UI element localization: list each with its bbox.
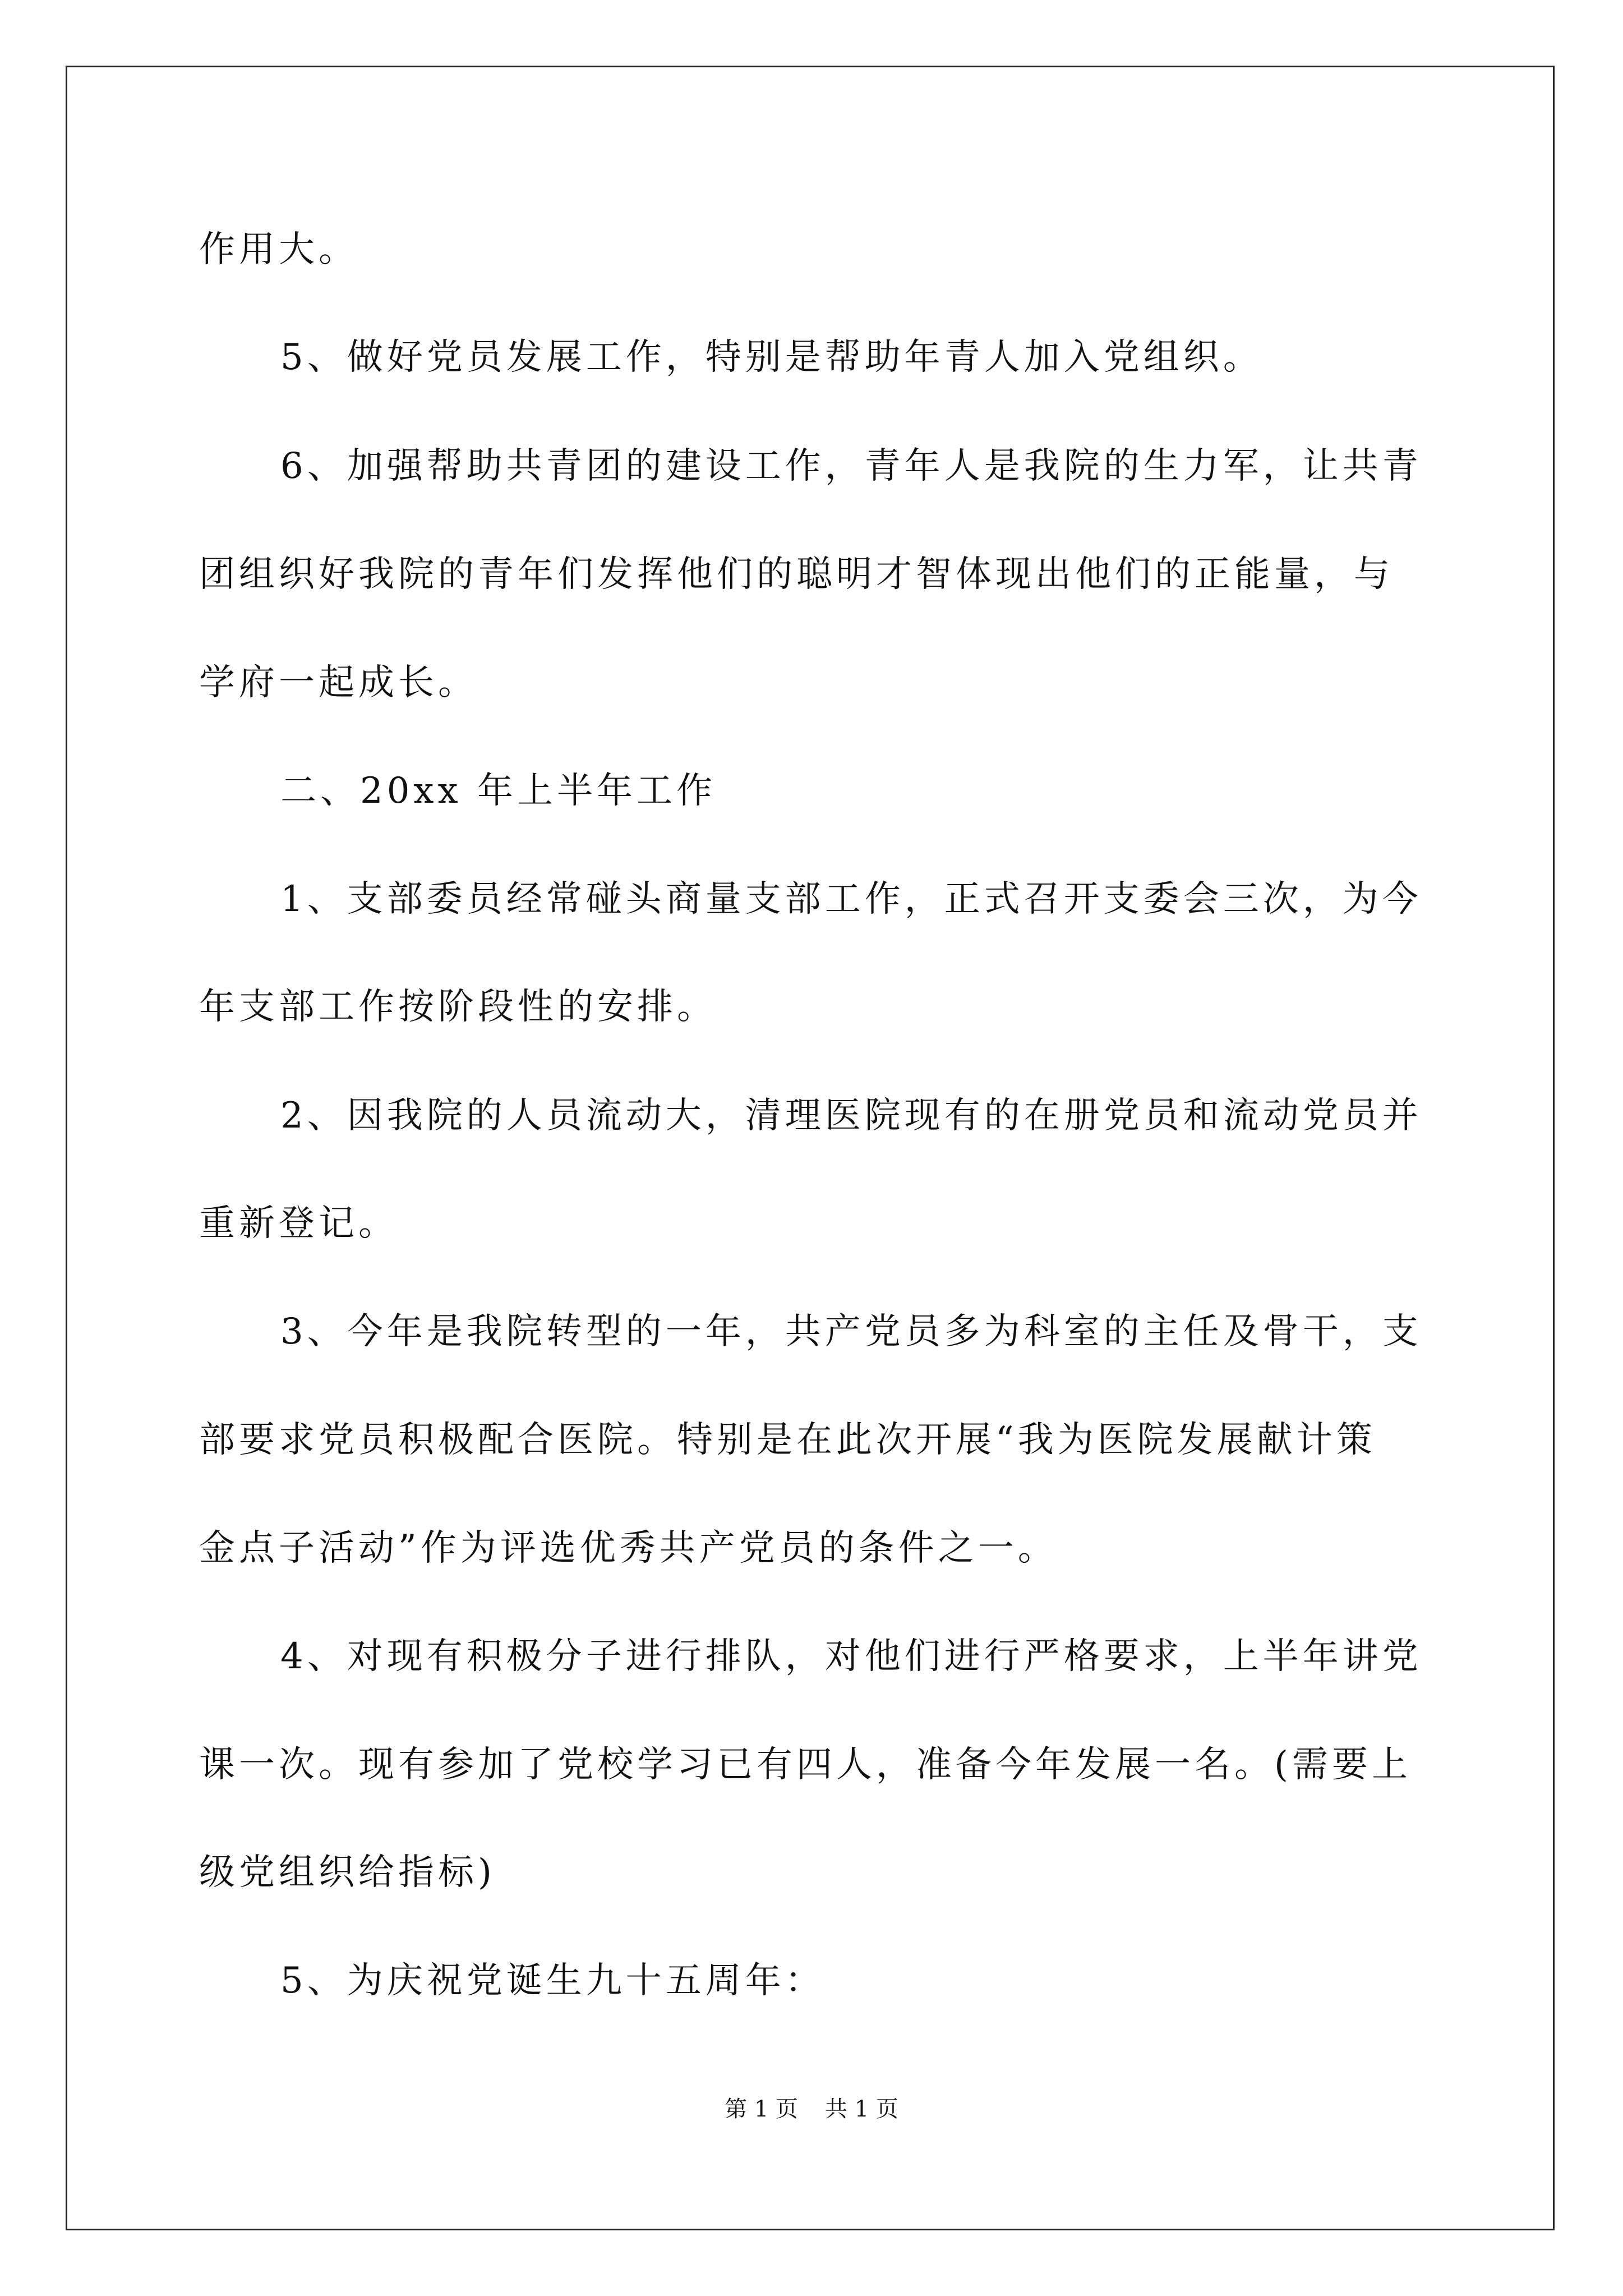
section-heading: 二、20xx 年上半年工作 bbox=[280, 770, 716, 812]
paragraph-line: 年支部工作按阶段性的安排。 bbox=[199, 986, 717, 1028]
paragraph-line: 课一次。现有参加了党校学习已有四人，准备今年发展一名。(需要上 bbox=[199, 1744, 1412, 1786]
paragraph-line: 学府一起成长。 bbox=[199, 662, 478, 703]
paragraph-line: 1、支部委员经常碰头商量支部工作，正式召开支委会三次，为今 bbox=[280, 878, 1422, 920]
paragraph-line: 3、今年是我院转型的一年，共产党员多为科室的主任及骨干，支 bbox=[280, 1311, 1422, 1352]
paragraph-line: 级党组织给指标) bbox=[199, 1852, 496, 1893]
paragraph-line: 作用大。 bbox=[199, 229, 358, 270]
paragraph-line: 5、为庆祝党诞生九十五周年： bbox=[280, 1960, 825, 2001]
page-footer bbox=[0, 2093, 1623, 2125]
paragraph-line: 重新登记。 bbox=[199, 1203, 398, 1244]
paragraph-line: 5、做好党员发展工作，特别是帮助年青人加入党组织。 bbox=[280, 337, 1263, 378]
paragraph-line: 2、因我院的人员流动大，清理医院现有的在册党员和流动党员并 bbox=[280, 1095, 1422, 1137]
page-border bbox=[66, 66, 1555, 2230]
paragraph-line: 金点子活动”作为评选优秀共产党员的条件之一。 bbox=[199, 1527, 1058, 1569]
paragraph-line: 团组织好我院的青年们发挥他们的聪明才智体现出他们的正能量，与 bbox=[199, 554, 1394, 595]
paragraph-line: 部要求党员积极配合医院。特别是在此次开展“我为医院发展献计策 bbox=[199, 1419, 1376, 1461]
page-total: 共 1 页 bbox=[825, 2096, 898, 2122]
paragraph-line: 4、对现有积极分子进行排队，对他们进行严格要求，上半年讲党 bbox=[280, 1636, 1422, 1677]
paragraph-line: 6、加强帮助共青团的建设工作，青年人是我院的生力军，让共青 bbox=[280, 445, 1422, 487]
page-number: 第 1 页 bbox=[725, 2096, 798, 2122]
